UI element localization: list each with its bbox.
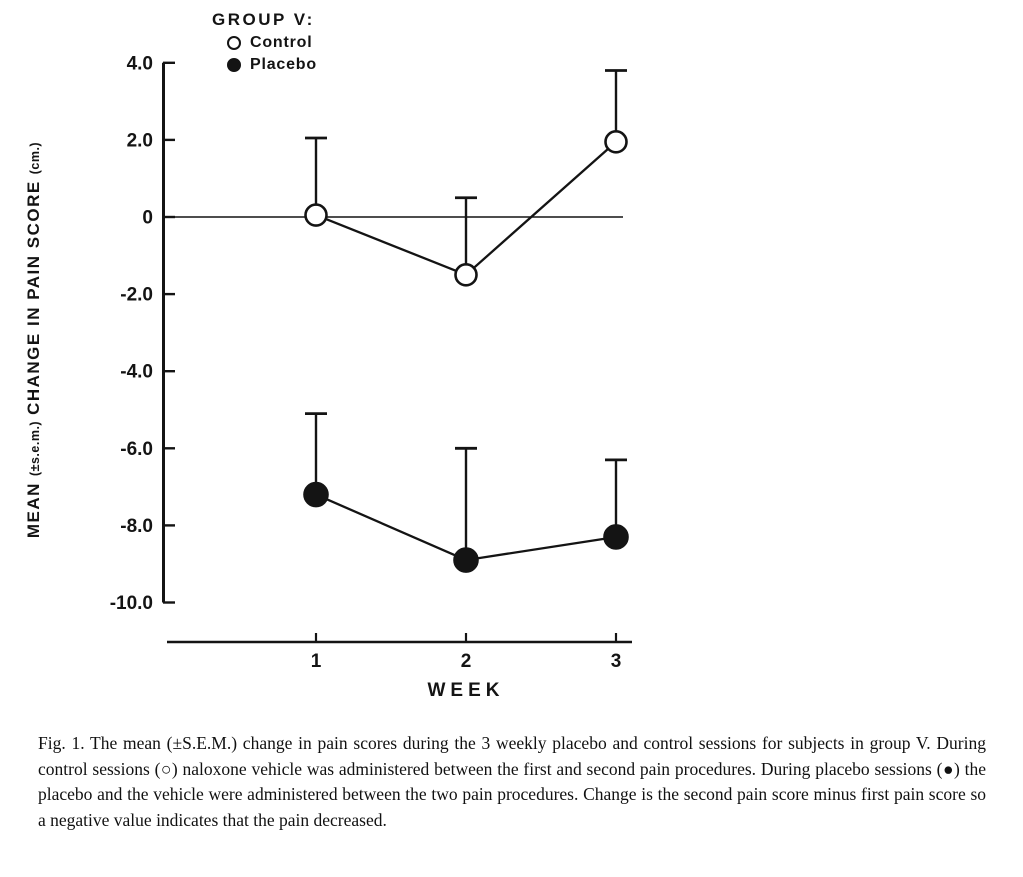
legend-label-placebo: Placebo bbox=[250, 56, 317, 73]
y-tick-label: -4.0 bbox=[120, 361, 153, 383]
y-axis-label-unit: (cm.) bbox=[28, 141, 42, 175]
x-tick-label: 3 bbox=[610, 651, 622, 672]
control-point-week-1 bbox=[306, 205, 327, 226]
placebo-point-week-2 bbox=[455, 549, 478, 572]
y-tick-label: -8.0 bbox=[120, 515, 153, 537]
y-tick-label: 0 bbox=[142, 207, 153, 229]
x-axis-label: WEEK bbox=[427, 680, 505, 701]
x-tick-label: 2 bbox=[460, 651, 472, 672]
y-tick-label: -6.0 bbox=[120, 438, 153, 460]
y-axis-label-mean: MEAN bbox=[24, 482, 43, 539]
placebo-point-week-1 bbox=[305, 483, 328, 506]
control-point-week-2 bbox=[456, 264, 477, 285]
legend-title: GROUP V: bbox=[212, 10, 315, 29]
control-point-week-3 bbox=[606, 131, 627, 152]
y-axis-label-sem: (±s.e.m.) bbox=[28, 420, 42, 477]
figure-caption: Fig. 1. The mean (±S.E.M.) change in pain scores during the 3 weekly placebo and control sessions for subjects in group V. During control sessions (○) naloxone vehicle was administered between the first and second pain procedures. During placebo sessions (●) the placebo and the vehicle were administered between the two pain procedures. Change is the second pain score minus first pain score so a negative value indicates that the pain decreased. bbox=[38, 733, 986, 830]
x-tick-label: 1 bbox=[310, 651, 322, 672]
legend-label-control: Control bbox=[250, 34, 313, 51]
placebo-point-week-3 bbox=[605, 525, 628, 548]
y-tick-label: -10.0 bbox=[109, 593, 153, 614]
y-tick-label: -2.0 bbox=[120, 284, 153, 306]
y-axis-label-change: CHANGE IN PAIN SCORE bbox=[24, 180, 43, 415]
y-tick-label: 2.0 bbox=[126, 130, 153, 152]
y-tick-label: 4.0 bbox=[126, 53, 153, 75]
